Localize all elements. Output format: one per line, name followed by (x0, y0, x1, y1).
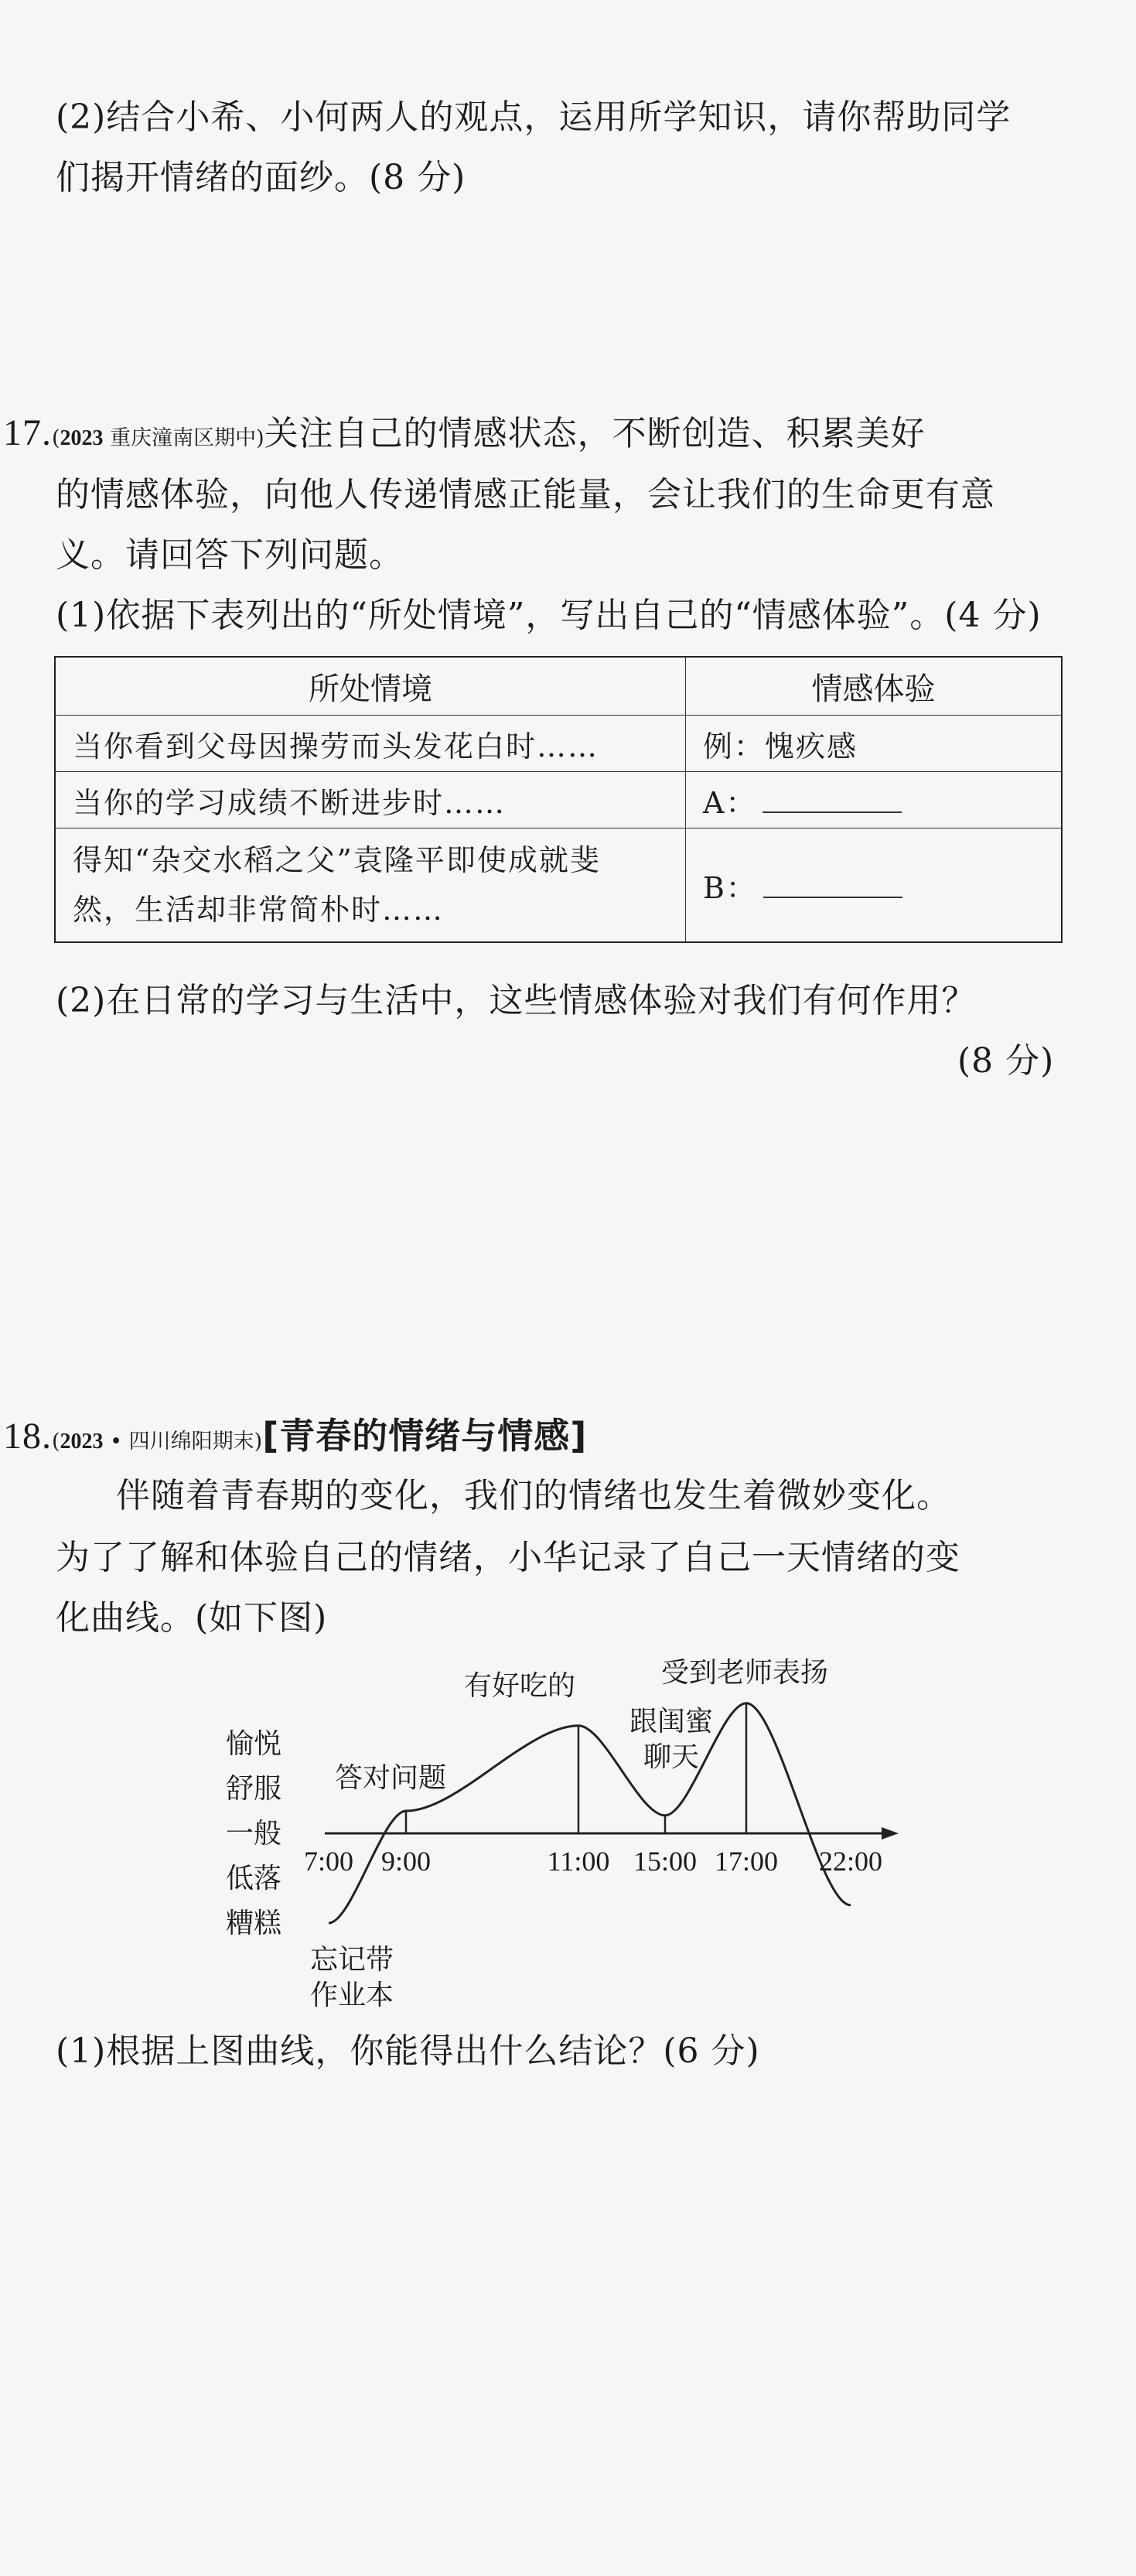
question-number: 18. (3, 1416, 52, 1457)
table-header: 所处情境 (55, 657, 686, 716)
q17-part2-score: (8 分) (957, 1041, 1055, 1081)
table-row (55, 716, 1062, 772)
annotation-label: 聊天 (643, 1741, 700, 1773)
table-cell-experience: B： (686, 828, 1063, 943)
annotation-label: 受到老师表扬 (660, 1656, 829, 1689)
table-cell-situation: 得知“杂交水稻之父”袁隆平即使成就斐 然，生活却非常简朴时…… (55, 828, 686, 943)
annotation-label: 有好吃的 (463, 1669, 576, 1702)
q17-stem-line1: 17.(2023 重庆潼南区期中)关注自己的情感状态，不断创造、积累美好 (3, 412, 926, 453)
y-level-label: 愉悦 (226, 1728, 282, 1760)
annotation-label: 跟闺蜜 (629, 1705, 714, 1737)
table-row (55, 828, 1062, 943)
table-cell-situation: 当你看到父母因操劳而头发花白时…… (55, 716, 686, 772)
y-level-label: 糟糕 (226, 1908, 282, 1939)
q18-stem-line3: 为了了解和体验自己的情绪，小华记录了自己一天情绪的变 (56, 1538, 960, 1577)
q18-stem-line2: 伴随着青春期的变化，我们的情绪也发生着微妙变化。 (116, 1476, 951, 1515)
table-cell-experience: A： (686, 772, 1063, 828)
question-number: 17. (3, 412, 52, 453)
y-level-label: 一般 (226, 1818, 282, 1850)
table-row (55, 772, 1062, 828)
q16-part2-line2: 们揭开情绪的面纱。(8 分) (56, 158, 466, 197)
q18-stem-line4: 化曲线。(如下图) (56, 1598, 328, 1638)
annotation-label: 答对问题 (334, 1762, 447, 1794)
q18-stem-line1 (3, 1413, 587, 1465)
emotion-curve-chart (0, 1640, 1136, 2050)
x-tick-label: 7:00 (303, 1846, 354, 1877)
y-level-label: 低落 (226, 1863, 282, 1894)
x-tick-label: 11:00 (547, 1846, 610, 1877)
q17-stem-line3: 义。请回答下列问题。 (56, 535, 404, 575)
table-header-row (55, 657, 1062, 716)
x-tick-label: 15:00 (633, 1846, 698, 1877)
answer-blank-b[interactable] (763, 873, 902, 898)
q18-part1: (1)根据上图曲线，你能得出什么结论？(6 分) (56, 2031, 760, 2071)
table-header: 情感体验 (686, 657, 1063, 716)
x-tick-label: 9:00 (380, 1846, 432, 1877)
annotation-label: 作业本 (309, 1980, 394, 2011)
question-source: (2023 重庆潼南区期中) (52, 426, 264, 450)
question-source: (2023 • 四川绵阳期末) (52, 1430, 263, 1454)
answer-blank-a[interactable] (762, 788, 902, 813)
x-axis-arrow (882, 1827, 899, 1840)
y-level-label: 舒服 (226, 1773, 282, 1805)
q17-part2: (2)在日常的学习与生活中，这些情感体验对我们有何作用？ (56, 981, 977, 1020)
table-cell-situation: 当你的学习成绩不断进步时…… (55, 772, 686, 828)
table-cell-experience: 例：愧疚感 (686, 716, 1063, 772)
q17-part1: (1)依据下表列出的“所处情境”，写出自己的“情感体验”。(4 分) (56, 596, 1042, 635)
experience-table (54, 656, 1063, 943)
x-tick-label: 17:00 (714, 1846, 779, 1877)
q17-stem-line2: 的情感体验，向他人传递情感正能量，会让我们的生命更有意 (56, 475, 995, 514)
x-tick-label: 22:00 (818, 1846, 883, 1877)
section-tag: [青春的情绪与情感] (262, 1415, 588, 1457)
annotation-label: 忘记带 (309, 1944, 394, 1976)
q16-part2-line1: (2)结合小希、小何两人的观点，运用所学知识，请你帮助同学 (56, 97, 1011, 137)
